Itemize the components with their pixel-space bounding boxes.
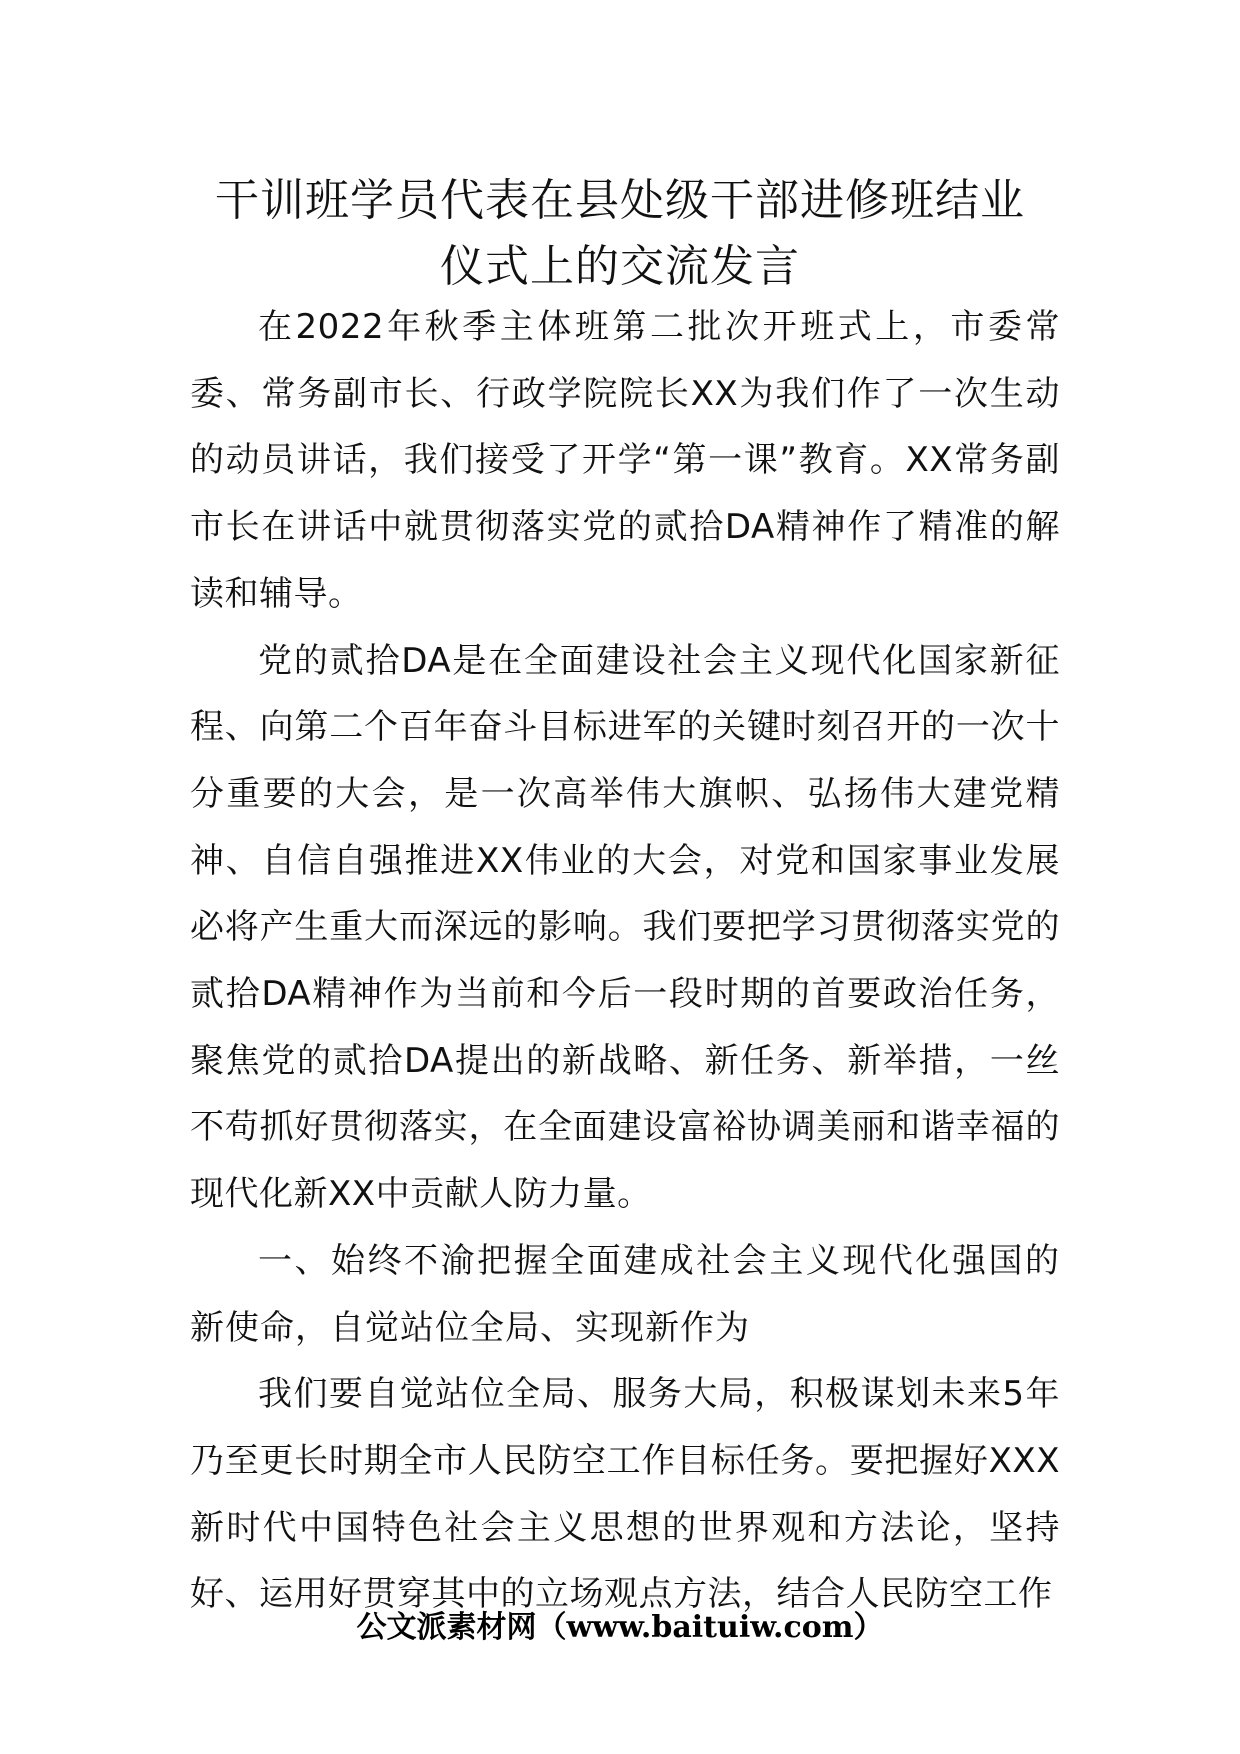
footer-watermark: 公文派素材网（www.baituiw.com）: [356, 1610, 884, 1645]
section-heading-1: 一、始终不渝把握全面建成社会主义现代化强国的新使命，自觉站位全局、实现新作为: [190, 1240, 1060, 1348]
paragraph-3: 我们要自觉站位全局、服务大局，积极谋划未来5年乃至更长时期全市人民防空工作目标任务。要把握好XXX新时代中国特色社会主义思想的世界观和方法论，坚持好、运用好贯穿其中的立场观点方法，结合人民防空工作: [190, 1374, 1060, 1615]
paragraph-1: 在2022年秋季主体班第二批次开班式上，市委常委、常务副市长、行政学院院长XX为我们作了一次生动的动员讲话，我们接受了开学“第一课”教育。XX常务副市长在讲话中就贯彻落实党的贰拾DA精神作了精准的解读和辅导。: [190, 307, 1060, 614]
document-body: [190, 294, 1060, 1628]
title-line-1: 干训班学员代表在县处级干部进修班结业: [215, 175, 1025, 226]
paragraph-2: 党的贰拾DA是在全面建设社会主义现代化国家新征程、向第二个百年奋斗目标进军的关键时刻召开的一次十分重要的大会，是一次高举伟大旗帜、弘扬伟大建党精神、自信自强推进XX伟业的大会，对党和国家事业发展必将产生重大而深远的影响。我们要把学习贯彻落实党的贰拾DA精神作为当前和今后一段时期的首要政治任务，聚焦党的贰拾DA提出的新战略、新任务、新举措，一丝不苟抓好贯彻落实，在全面建设富裕协调美丽和谐幸福的现代化新XX中贡献人防力量。: [190, 640, 1060, 1215]
document-title: [150, 168, 1090, 300]
title-line-2: 仪式上的交流发言: [440, 241, 800, 292]
